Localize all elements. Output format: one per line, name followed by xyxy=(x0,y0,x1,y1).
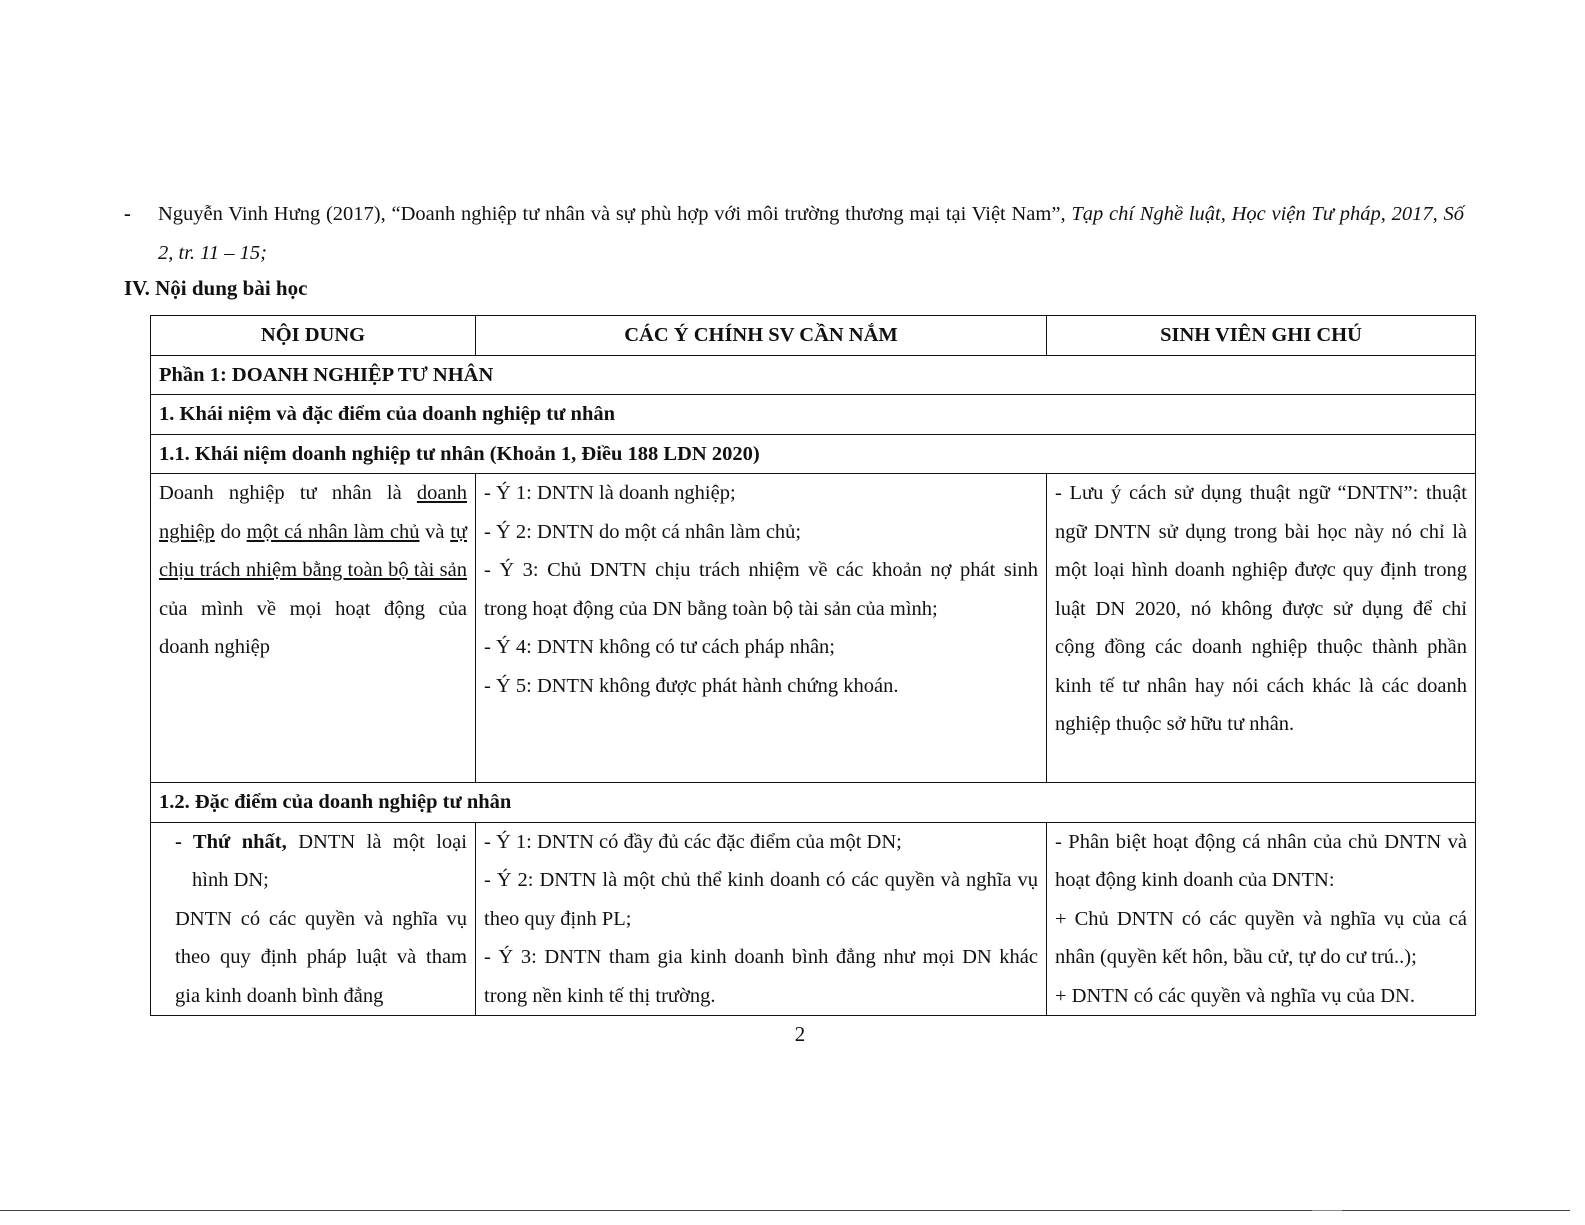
page-number: 2 xyxy=(794,1022,806,1046)
table-row xyxy=(151,822,1476,1016)
header-content: NỘI DUNG xyxy=(151,316,476,356)
section11-title: 1.1. Khái niệm doanh nghiệp tư nhân (Khoản 1, Điều 188 LDN 2020) xyxy=(151,434,1476,474)
header-student-notes: SINH VIÊN GHI CHÚ xyxy=(1047,316,1476,356)
bullet-dash: - xyxy=(124,203,131,225)
section12-title: 1.2. Đặc điểm của doanh nghiệp tư nhân xyxy=(151,783,1476,823)
section12-row xyxy=(151,783,1476,823)
table-header-row xyxy=(151,316,1476,356)
point-item: - Ý 3: DNTN tham gia kinh doanh bình đẳng như mọi DN khác trong nền kinh tế thị trường. xyxy=(484,946,1038,1007)
feature-first: - Thứ nhất, DNTN là một loại hình DN; xyxy=(175,830,467,891)
note-item: + Chủ DNTN có các quyền và nghĩa vụ của cá nhân (quyền kết hôn, bầu cử, tự do cư trú..); xyxy=(1055,907,1467,968)
definition-cell: Doanh nghiệp tư nhân là doanh nghiệp do một cá nhân làm chủ và tự chịu trách nhiệm bằng toàn bộ tài sản của mình về mọi hoạt động của doanh nghiệp xyxy=(151,474,476,783)
main-points-cell xyxy=(476,822,1047,1016)
table-row xyxy=(151,474,1476,783)
header-main-points: CÁC Ý CHÍNH SV CẦN NẮM xyxy=(476,316,1047,356)
reference-plain: Nguyễn Vinh Hưng (2017), “Doanh nghiệp tư nhân và sự phù hợp với môi trường thương mại tại Việt Nam”, xyxy=(158,203,1072,225)
point-item: - Ý 3: Chủ DNTN chịu trách nhiệm về các khoản nợ phát sinh trong hoạt động của DN bằng toàn bộ tài sản của mình; xyxy=(484,559,1038,620)
section1-row xyxy=(151,395,1476,435)
point-item: - Ý 1: DNTN là doanh nghiệp; xyxy=(484,482,736,504)
note-item: + DNTN có các quyền và nghĩa vụ của DN. xyxy=(1055,984,1415,1007)
lesson-table xyxy=(150,315,1476,1016)
feature-detail: DNTN có các quyền và nghĩa vụ theo quy định pháp luật và tham gia kinh doanh bình đẳng xyxy=(175,907,467,1007)
part-row xyxy=(151,355,1476,395)
point-item: - Ý 2: DNTN do một cá nhân làm chủ; xyxy=(484,520,802,543)
section1-title: 1. Khái niệm và đặc điểm của doanh nghiệp tư nhân xyxy=(151,395,1476,435)
reference-italic: Tạp chí Nghề luật, Học viện Tư pháp, 2017, Số 2, tr. 11 – 15; xyxy=(158,203,1464,264)
point-item: - Ý 1: DNTN có đầy đủ các đặc điểm của một DN; xyxy=(484,830,902,853)
point-item: - Ý 5: DNTN không được phát hành chứng khoán. xyxy=(484,674,899,697)
notes-cell: - Lưu ý cách sử dụng thuật ngữ “DNTN”: thuật ngữ DNTN sử dụng trong bài học này nó chỉ là một loại hình doanh nghiệp được quy định trong luật DN 2020, nó không được sử dụng để chỉ cộng đồng các doanh nghiệp thuộc thành phần kinh tế tư nhân hay nói cách khác là các doanh nghiệp thuộc sở hữu tư nhân. xyxy=(1047,474,1476,783)
notes-cell xyxy=(1047,822,1476,1016)
footer-mark xyxy=(1312,1210,1342,1211)
note-item: - Phân biệt hoạt động cá nhân của chủ DNTN và hoạt động kinh doanh của DNTN: xyxy=(1055,830,1467,891)
reference-entry xyxy=(124,195,1464,273)
section11-row xyxy=(151,434,1476,474)
section-heading: IV. Nội dung bài học xyxy=(124,276,308,300)
point-item: - Ý 2: DNTN là một chủ thể kinh doanh có các quyền và nghĩa vụ theo quy định PL; xyxy=(484,869,1038,930)
feature-cell xyxy=(151,822,476,1016)
reference-text xyxy=(158,195,1464,273)
point-item: - Ý 4: DNTN không có tư cách pháp nhân; xyxy=(484,636,835,658)
part-title: Phần 1: DOANH NGHIỆP TƯ NHÂN xyxy=(151,355,1476,395)
main-points-cell xyxy=(476,474,1047,783)
